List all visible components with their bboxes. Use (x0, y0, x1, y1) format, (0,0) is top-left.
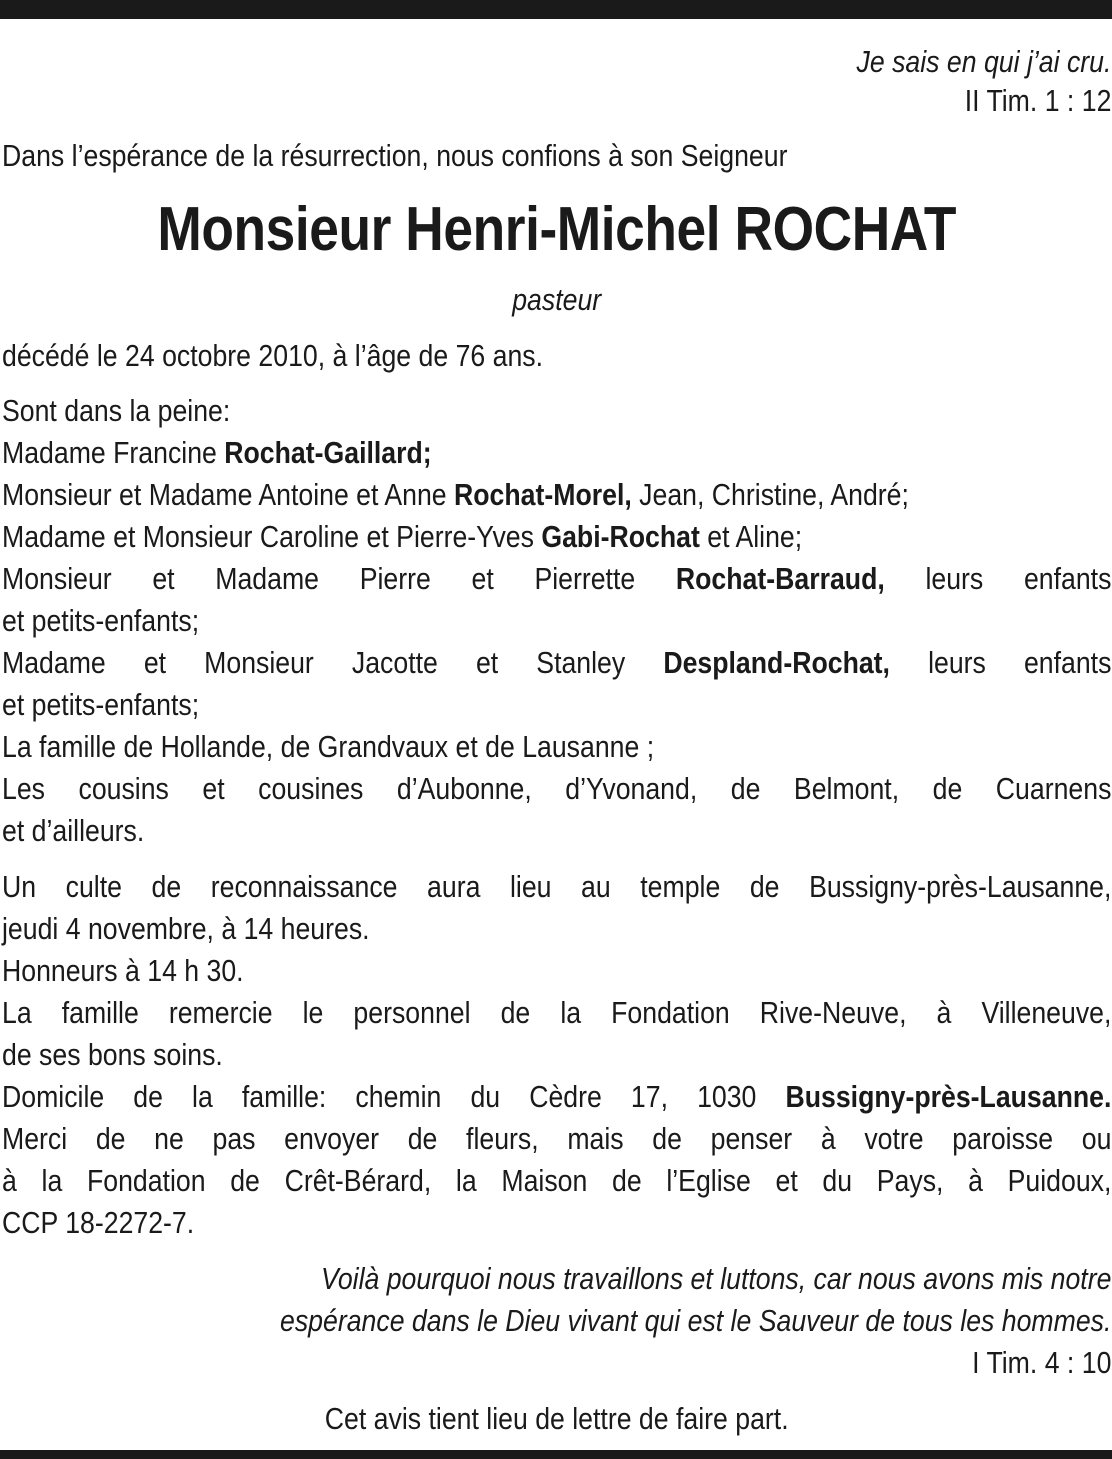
ccp-number: CCP 18-2272-7. (2, 1205, 195, 1240)
mourner-text: Monsieur et Madame Pierre et Pierrette (2, 561, 676, 596)
service-line: Un culte de reconnaissance aura lieu au temple de Bussigny-près-Lausanne, (2, 869, 1112, 904)
mourners-heading: Sont dans la peine: (2, 393, 231, 428)
address-town: Bussigny-près-Lausanne. (785, 1079, 1112, 1114)
service-line: jeudi 4 novembre, à 14 heures. (2, 911, 370, 946)
mourner-text: leurs enfants (889, 645, 1112, 680)
bottom-border (0, 1450, 1112, 1459)
mourner-surname: Gabi-Rochat (541, 519, 700, 554)
mourner-line: et petits-enfants; (2, 603, 200, 638)
mourner-line: La famille de Hollande, de Grandvaux et de Lausanne ; (2, 729, 655, 764)
mourner-text: et Aline; (699, 519, 803, 554)
mourner-surname: Rochat-Barraud, (675, 561, 885, 596)
mourner-line (2, 642, 1111, 684)
mourner-line (2, 558, 1111, 600)
mourner-line (2, 432, 1111, 474)
family-address (2, 1076, 1111, 1118)
service-line: de ses bons soins. (2, 1037, 223, 1072)
mourner-line: Les cousins et cousines d’Aubonne, d’Yvonand, de Belmont, de Cuarnens (2, 771, 1112, 806)
service-line: Merci de ne pas envoyer de fleurs, mais de penser à votre paroisse ou (2, 1121, 1112, 1156)
verse-top-ref: II Tim. 1 : 12 (964, 83, 1112, 118)
mourner-surname: Despland-Rochat, (663, 645, 890, 680)
mourner-line (2, 474, 1111, 516)
service-line: Honneurs à 14 h 30. (2, 953, 244, 988)
verse-bottom-line: espérance dans le Dieu vivant qui est le Sauveur de tous les hommes. (280, 1303, 1112, 1338)
verse-bottom-line: Voilà pourquoi nous travaillons et luttons, car nous avons mis notre (321, 1261, 1112, 1296)
death-date: décédé le 24 octobre 2010, à l’âge de 76 ans. (2, 338, 544, 373)
mourner-line (2, 516, 1111, 558)
address-text: Domicile de la famille: chemin du Cèdre 17, 1030 (2, 1079, 786, 1114)
mourner-text: Jean, Christine, André; (631, 477, 909, 512)
mourner-text: Madame Francine (2, 435, 225, 470)
deceased-role: pasteur (512, 282, 602, 317)
mourner-surname: Rochat-Gaillard; (224, 435, 432, 470)
top-border (0, 0, 1112, 19)
mourner-text: Madame et Monsieur Jacotte et Stanley (2, 645, 664, 680)
service-line: à la Fondation de Crêt-Bérard, la Maison de l’Eglise et du Pays, à Puidoux, (2, 1163, 1112, 1198)
mourner-text: leurs enfants (884, 561, 1112, 596)
deceased-name: Monsieur Henri-Michel ROCHAT (157, 195, 957, 264)
service-line: La famille remercie le personnel de la Fondation Rive-Neuve, à Villeneuve, (2, 995, 1112, 1030)
intro-line: Dans l’espérance de la résurrection, nous confions à son Seigneur (2, 138, 788, 173)
verse-top: Je sais en qui j’ai cru. (856, 44, 1112, 79)
mourner-surname: Rochat-Morel, (454, 477, 632, 512)
mourner-text: Madame et Monsieur Caroline et Pierre-Yves (2, 519, 542, 554)
mourner-text: Monsieur et Madame Antoine et Anne (2, 477, 455, 512)
footer-note: Cet avis tient lieu de lettre de faire part. (324, 1401, 789, 1436)
mourner-line: et d’ailleurs. (2, 813, 145, 848)
verse-bottom-ref: I Tim. 4 : 10 (972, 1345, 1112, 1380)
mourner-line: et petits-enfants; (2, 687, 200, 722)
